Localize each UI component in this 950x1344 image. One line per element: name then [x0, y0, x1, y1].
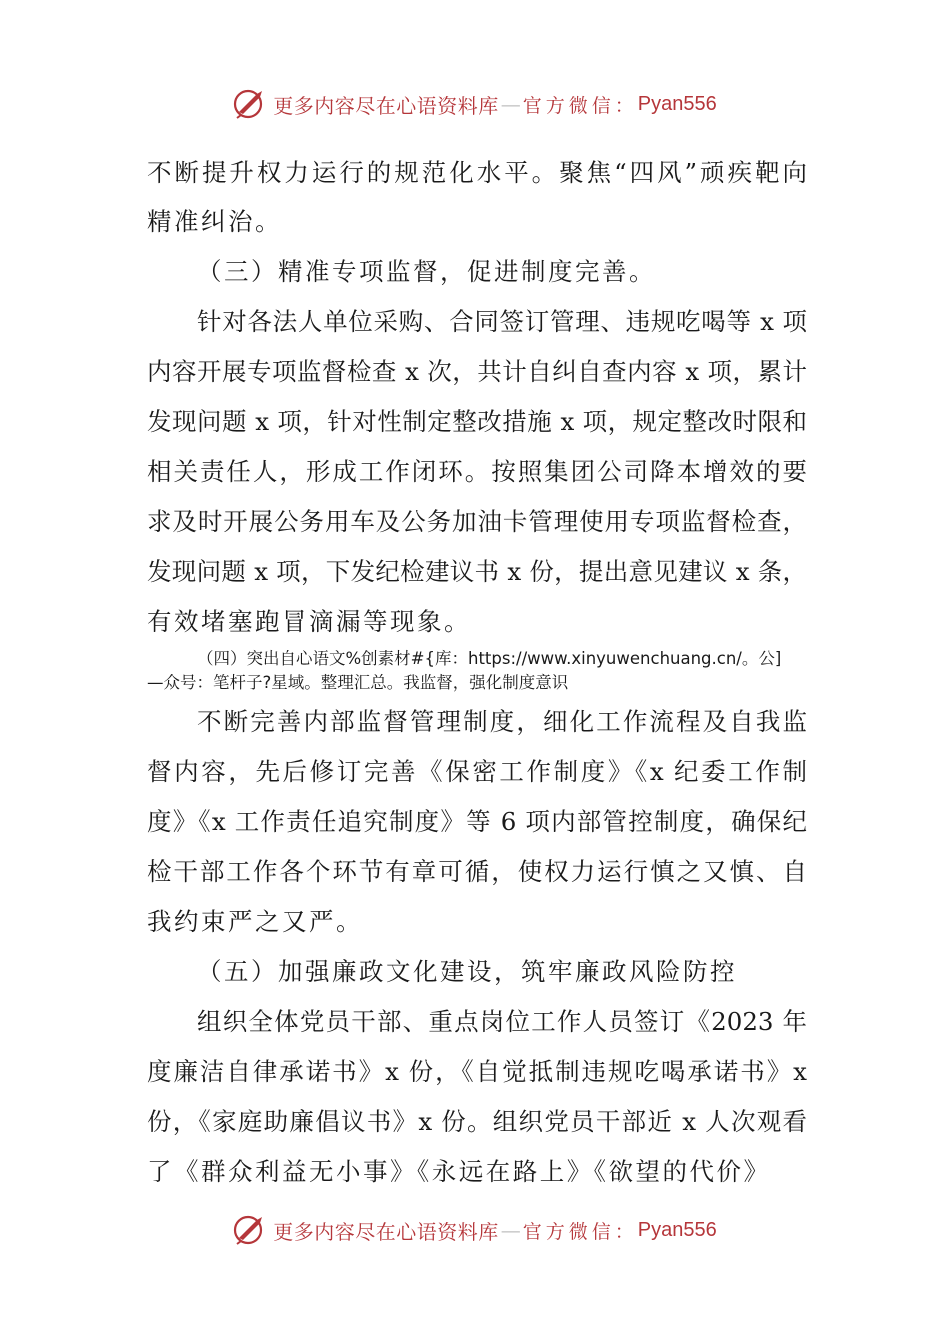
- body-line: 度》《x 工作责任追究制度》等 6 项内部管控制度，确保纪: [147, 807, 807, 836]
- header-official-label: 官方微信：: [522, 94, 638, 117]
- inserted-note-line-2: —众号：笔杆子?星域。整理汇总。我监督，强化制度意识: [147, 673, 569, 692]
- page-header: [0, 82, 950, 126]
- body-line: 检干部工作各个环节有章可循，使权力运行慎之又慎、自: [147, 857, 807, 886]
- body-line: 不断提升权力运行的规范化水平。聚焦“四风”顽疾靶向: [147, 158, 807, 187]
- body-line: 发现问题 x 项，针对性制定整改措施 x 项，规定整改时限和: [147, 407, 807, 436]
- section-heading-5: （五）加强廉政文化建设，筑牢廉政风险防控: [197, 957, 737, 986]
- footer-wechat-id: Pyan556: [637, 1218, 717, 1241]
- header-brand: 更多内容尽在心语资料库: [273, 93, 499, 118]
- footer-official-label: 官方微信：: [522, 1220, 638, 1243]
- page-footer: [0, 1208, 950, 1252]
- footer-brand: 更多内容尽在心语资料库: [273, 1219, 499, 1244]
- quill-logo-icon: [233, 87, 267, 121]
- footer-dash: —: [500, 1218, 521, 1242]
- body-line: 精准纠治。: [147, 207, 282, 236]
- body-line: 我约束严之又严。: [147, 907, 363, 936]
- body-line: 了《群众利益无小事》《永远在路上》《欲望的代价》: [147, 1157, 771, 1186]
- body-line: 发现问题 x 项，下发纪检建议书 x 份，提出意见建议 x 条，: [147, 557, 807, 586]
- body-line: 组织全体党员干部、重点岗位工作人员签订《2023 年: [197, 1007, 807, 1036]
- body-line: 督内容，先后修订完善《保密工作制度》《x 纪委工作制: [147, 757, 807, 786]
- body-line: 度廉洁自律承诺书》x 份，《自觉抵制违规吃喝承诺书》x: [147, 1057, 807, 1086]
- body-line: 不断完善内部监督管理制度，细化工作流程及自我监: [197, 707, 807, 736]
- body-line: 相关责任人，形成工作闭环。按照集团公司降本增效的要: [147, 457, 807, 486]
- header-dash: —: [500, 92, 521, 116]
- body-line: 求及时开展公务用车及公务加油卡管理使用专项监督检查，: [147, 507, 807, 536]
- quill-logo-icon: [233, 1213, 267, 1247]
- body-line: 份，《家庭助廉倡议书》x 份。组织党员干部近 x 人次观看: [147, 1107, 807, 1136]
- body-line: 内容开展专项监督检查 x 次，共计自纠自查内容 x 项，累计: [147, 357, 807, 386]
- inserted-note-line-1: （四）突出自心语文%创素材#{库：https://www.xinyuwenchuang.cn/。公]: [197, 649, 782, 668]
- section-heading-3: （三）精准专项监督，促进制度完善。: [197, 257, 656, 286]
- header-wechat-id: Pyan556: [637, 92, 717, 115]
- body-line: 针对各法人单位采购、合同签订管理、违规吃喝等 x 项: [197, 307, 807, 336]
- body-line: 有效堵塞跑冒滴漏等现象。: [147, 607, 471, 636]
